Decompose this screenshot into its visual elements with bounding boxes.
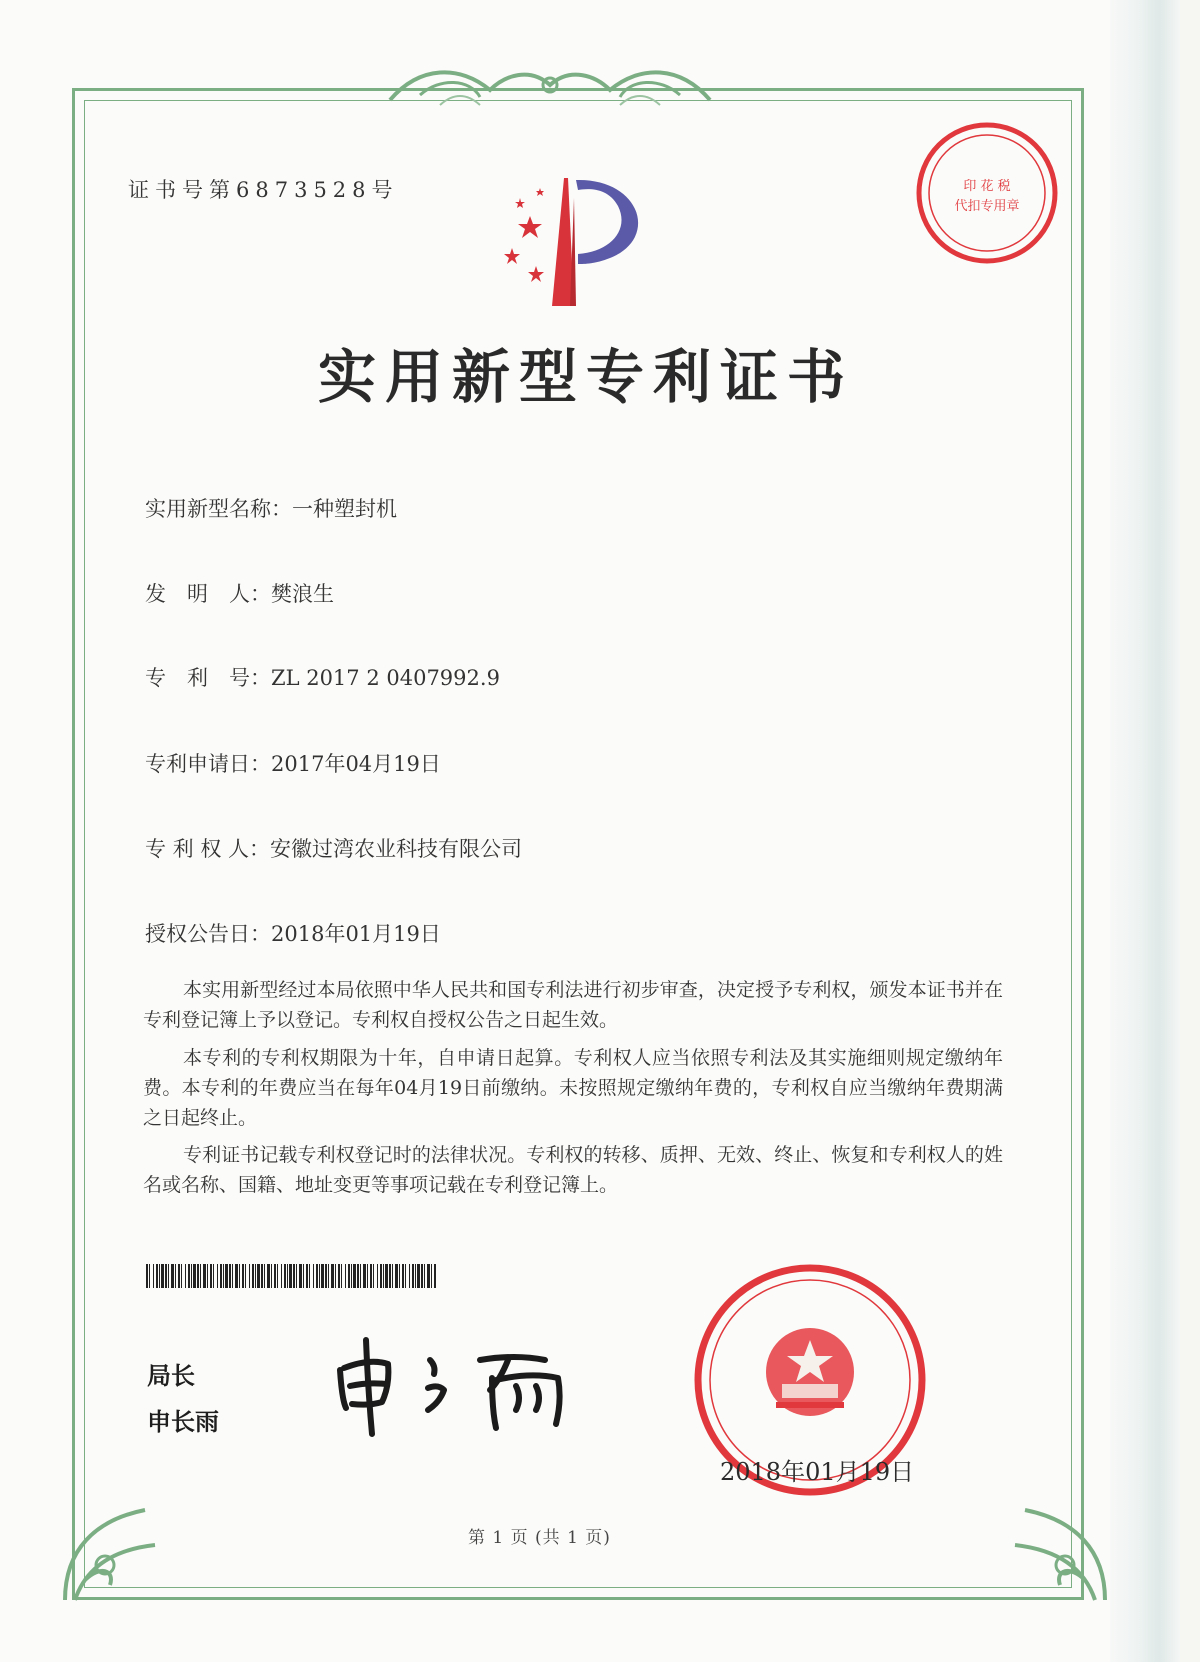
director-name: 申长雨 — [147, 1408, 219, 1436]
field-utility-model-name — [145, 493, 397, 523]
bottom-right-ornament — [985, 1490, 1115, 1610]
field-label: 授权公告日： — [145, 922, 271, 946]
paragraph-term-and-fees: 本专利的专利权期限为十年，自申请日起算。专利权人应当依照专利法及其实施细则规定缴纳年费。本专利的年费应当在每年04月19日前缴纳。未按照规定缴纳年费的，专利权自应当缴纳年费期满之日起终止。 — [143, 1047, 1003, 1129]
stamp-duty-seal — [912, 118, 1062, 268]
svg-text:印 花 税: 印 花 税 — [963, 179, 1011, 194]
field-value: 樊浪生 — [271, 582, 334, 606]
field-value: 安徽过湾农业科技有限公司 — [270, 837, 523, 861]
field-value: 一种塑封机 — [292, 497, 397, 521]
field-label: 实用新型名称： — [145, 497, 292, 521]
director-signature — [330, 1330, 590, 1440]
paragraph-grant-statement: 本实用新型经过本局依照中华人民共和国专利法进行初步审查，决定授予专利权，颁发本证书并在专利登记簿上予以登记。专利权自授权公告之日起生效。 — [143, 979, 1003, 1031]
field-label: 发 明 人： — [145, 582, 271, 606]
field-value: ZL 2017 2 0407992.9 — [271, 666, 500, 690]
paragraph-legal-status: 专利证书记载专利权登记时的法律状况。专利权的转移、质押、无效、终止、恢复和专利权人的姓名或名称、国籍、地址变更等事项记载在专利登记簿上。 — [143, 1144, 1003, 1196]
field-inventor — [145, 578, 334, 608]
director-title: 局长 — [147, 1362, 195, 1390]
field-label: 专利申请日： — [145, 752, 271, 776]
patent-office-logo — [490, 168, 670, 308]
seal-date: 2018年01月19日 — [720, 1458, 915, 1486]
barcode — [146, 1264, 438, 1288]
field-label: 专 利 权 人： — [145, 837, 271, 861]
field-value: 2017年04月19日 — [271, 752, 441, 776]
top-ornament — [380, 55, 720, 115]
field-patentee — [145, 833, 522, 863]
field-value: 2018年01月19日 — [271, 922, 441, 946]
field-application-date — [145, 748, 441, 778]
svg-text:代扣专用章: 代扣专用章 — [954, 199, 1020, 214]
field-patent-number — [145, 662, 500, 692]
bottom-left-ornament — [55, 1490, 185, 1610]
field-grant-date — [145, 918, 441, 948]
scan-edge — [1110, 0, 1180, 1662]
certificate-number: 证书号第6873528号 — [128, 178, 399, 202]
certificate-title: 实用新型专利证书 — [318, 343, 855, 411]
field-label: 专 利 号： — [145, 666, 271, 690]
page-number: 第 1 页 (共 1 页) — [468, 1528, 611, 1548]
